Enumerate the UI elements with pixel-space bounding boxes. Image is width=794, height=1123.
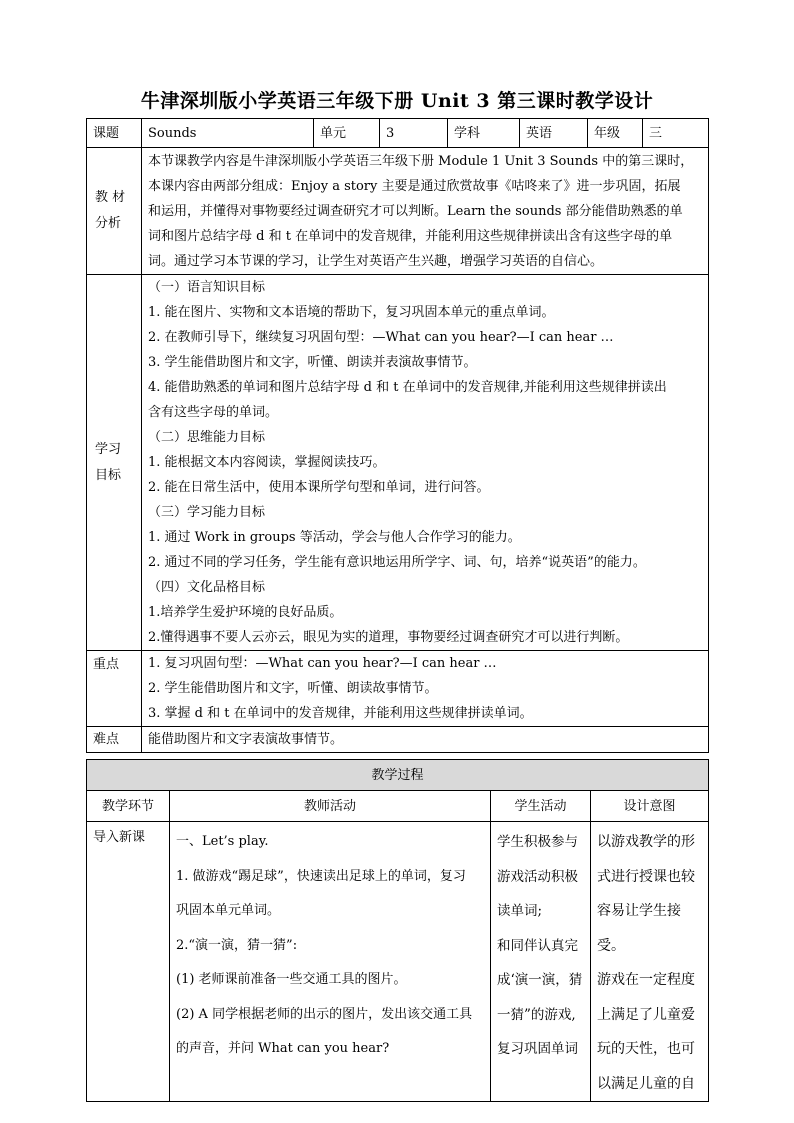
process-header: 教学过程: [87, 760, 709, 791]
objective-line: 1. 能在图片、实物和文本语境的帮助下，复习巩固本单元的重点单词。: [148, 305, 555, 320]
student-line: 读单词;: [497, 903, 543, 919]
process-row-intro: [87, 822, 709, 1102]
analysis-row: [87, 148, 709, 275]
keypoint-line: 2. 学生能借助图片和文字，听懂、朗读故事情节。: [148, 681, 438, 696]
teaching-process-table: [86, 759, 709, 1102]
unit-label: 单元: [314, 119, 380, 148]
intent-line: 上满足了儿童爱: [597, 1006, 695, 1023]
student-line: 和同伴认真完: [497, 937, 578, 954]
analysis-content: [142, 148, 709, 275]
objective-line: （四）文化品格目标: [148, 580, 266, 595]
objectives-label: 学习 目标: [87, 275, 142, 651]
intent-line: 式进行授课也较: [597, 868, 695, 885]
student-line: 复习巩固单词: [497, 1041, 578, 1057]
intent-line: 容易让学生接受。: [597, 903, 681, 954]
analysis-line: 词和图片总结字母 d 和 t 在单词中的发音规律，并能利用这些规律拼读出含有这些字母的单: [148, 229, 673, 244]
objective-line: （二）思维能力目标: [148, 430, 266, 445]
objective-line: 2. 通过不同的学习任务，学生能有意识地运用所学字、词、句，培养“说英语”的能力。: [148, 555, 646, 570]
subject-label: 学科: [448, 119, 520, 148]
intent-line: 游戏在一定程度: [597, 972, 695, 988]
objective-line: 2. 在教师引导下，继续复习巩固句型：—What can you hear?—I can hear …: [148, 330, 614, 345]
lesson-info-table: [86, 118, 709, 753]
analysis-line: 词。通过学习本节课的学习，让学生对英语产生兴趣，增强学习英语的自信心。: [148, 254, 604, 269]
teacher-line: (2) A 同学根据老师的出示的图片，发出该交通工具: [176, 1006, 473, 1022]
intent-line: 玩的天性，也可: [597, 1041, 695, 1057]
objectives-row: [87, 275, 709, 651]
teacher-line: 巩固本单元单词。: [176, 903, 281, 918]
document-title: 牛津深圳版小学英语三年级下册 Unit 3 第三课时教学设计: [140, 90, 654, 112]
keypoints-row: [87, 651, 709, 727]
student-line: 学生积极参与: [497, 834, 578, 850]
grade-label: 年级: [588, 119, 643, 148]
design-intent-cell: [591, 822, 709, 1102]
keypoint-line: 3. 掌握 d 和 t 在单词中的发音规律，并能利用这些规律拼读单词。: [148, 706, 533, 721]
column-intent: 设计意图: [591, 791, 709, 822]
column-student: 学生活动: [491, 791, 591, 822]
difficulty-row: [87, 727, 709, 753]
objective-line: （一）语言知识目标: [148, 280, 266, 295]
teacher-line: 2.“演一演，猜一猜”:: [176, 937, 298, 953]
student-line: 一猜”的游戏,: [497, 1006, 576, 1023]
column-stage: 教学环节: [87, 791, 170, 822]
info-row: [87, 119, 709, 148]
objective-line: 1. 能根据文本内容阅读，掌握阅读技巧。: [148, 455, 386, 470]
keypoints-content: [142, 651, 709, 727]
intent-line: 以游戏教学的形: [597, 834, 695, 850]
objective-line: 1.培养学生爱护环境的良好品质。: [148, 605, 343, 620]
process-columns-row: [87, 791, 709, 822]
student-line: 游戏活动积极: [497, 868, 578, 885]
student-line: 成‘演一演，猜: [497, 972, 583, 988]
analysis-line: 和运用，并懂得对事物要经过调查研究才可以判断。Learn the sounds 部分能借助熟悉的单: [148, 204, 683, 219]
difficulty-content: 能借助图片和文字表演故事情节。: [142, 727, 709, 753]
teacher-line: (1) 老师课前准备一些交通工具的图片。: [176, 972, 407, 987]
teacher-line: 1. 做游戏“踢足球”，快速读出足球上的单词，复习: [176, 868, 466, 884]
objective-line: 含有这些字母的单词。: [148, 405, 279, 420]
analysis-line: 本课内容由两部分组成：Enjoy a story 主要是通过欣赏故事《咕咚来了》进一步巩固，拓展: [148, 179, 681, 194]
keypoints-label: 重点: [87, 651, 142, 727]
objective-line: 4. 能借助熟悉的单词和图片总结字母 d 和 t 在单词中的发音规律,并能利用这些规律拼读出: [148, 380, 667, 395]
teacher-line: 一、Let’s play.: [176, 834, 269, 849]
objective-line: 2.懂得遇事不要人云亦云，眼见为实的道理，事物要经过调查研究才可以进行判断。: [148, 630, 629, 645]
analysis-label: 教 材 分析: [87, 148, 142, 275]
topic-label: 课题: [87, 119, 142, 148]
grade-value: 三: [643, 119, 709, 148]
teacher-line: 的声音，并问 What can you hear?: [176, 1041, 390, 1056]
student-activity-cell: [491, 822, 591, 1102]
subject-value: 英语: [520, 119, 588, 148]
stage-cell: 导入新课: [87, 822, 170, 1102]
intent-line: 以满足儿童的自: [597, 1075, 695, 1092]
difficulty-label: 难点: [87, 727, 142, 753]
column-teacher: 教师活动: [170, 791, 491, 822]
analysis-line: 本节课教学内容是牛津深圳版小学英语三年级下册 Module 1 Unit 3 Sounds 中的第三课时，: [148, 154, 694, 169]
process-header-row: [87, 760, 709, 791]
objectives-content: [142, 275, 709, 651]
objective-line: （三）学习能力目标: [148, 505, 266, 520]
keypoint-line: 1. 复习巩固句型：—What can you hear?—I can hear …: [148, 656, 497, 671]
objective-line: 1. 通过 Work in groups 等活动，学会与他人合作学习的能力。: [148, 530, 521, 545]
objective-line: 2. 能在日常生活中，使用本课所学句型和单词，进行问答。: [148, 480, 490, 495]
objective-line: 3. 学生能借助图片和文字，听懂、朗读并表演故事情节。: [148, 355, 477, 370]
unit-value: 3: [380, 119, 448, 148]
topic-value: Sounds: [142, 119, 314, 148]
teacher-activity-cell: [170, 822, 491, 1102]
